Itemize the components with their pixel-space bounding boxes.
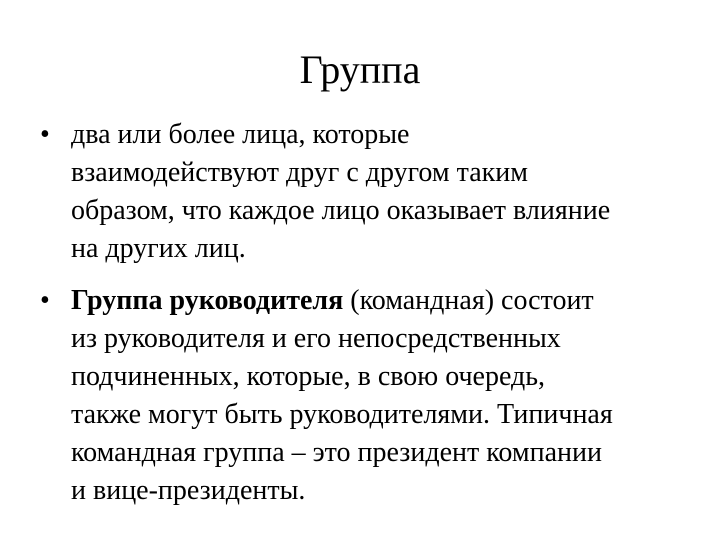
bullet-2-line-4: также могут быть руководителями. Типичная bbox=[71, 399, 613, 430]
bullet-2-line-1 bbox=[71, 282, 594, 320]
bullet-2-line-6: и вице-президенты. bbox=[71, 475, 306, 506]
bullet-2-line-5: командная группа – это президент компании bbox=[71, 437, 602, 468]
bullet-dot-icon: • bbox=[40, 285, 50, 316]
bullet-1-line-4: на других лиц. bbox=[71, 233, 246, 264]
bullet-1-line-2: взаимодействуют друг с другом таким bbox=[71, 157, 528, 188]
bullet-1-line-3: образом, что каждое лицо оказывает влияние bbox=[71, 195, 611, 226]
bullet-1-line-1: два или более лица, которые bbox=[71, 119, 410, 150]
slide-title: Группа bbox=[299, 47, 421, 92]
bullet-2-line-2: из руководителя и его непосредственных bbox=[71, 323, 561, 354]
bullet-2-line-1-rest: (командная) состоит bbox=[343, 285, 594, 316]
bullet-dot-icon: • bbox=[40, 119, 50, 150]
bullet-2-bold-term: Группа руководителя bbox=[71, 285, 344, 316]
bullet-2-line-3: подчиненных, которые, в свою очередь, bbox=[71, 361, 546, 392]
